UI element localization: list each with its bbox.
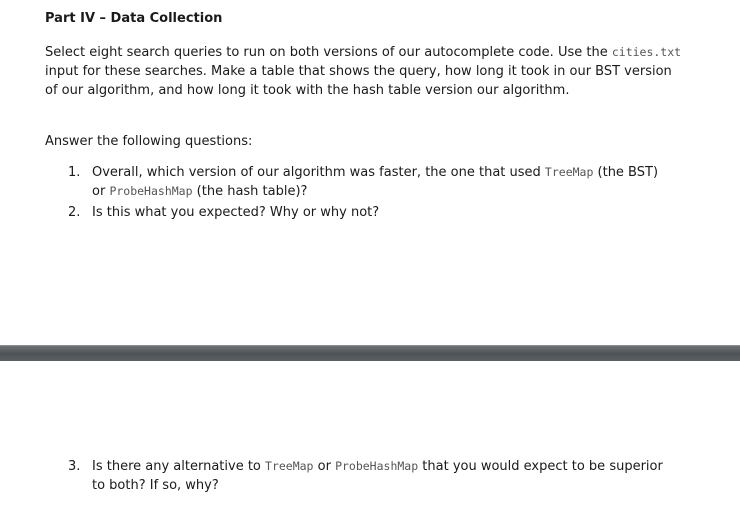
question-1-text-c: (the hash table)? (192, 184, 308, 199)
intro-code-filename: cities.txt (611, 45, 682, 59)
question-list (68, 163, 668, 224)
question-item-3 (68, 457, 668, 495)
question-1-text-a: Overall, which version of our algorithm was faster, the one that used (92, 165, 545, 180)
question-number-2: 2. (68, 205, 81, 220)
question-3-text-c: that you would expect to be superior to both? If so, why? (92, 459, 663, 493)
question-3-text-b: or (313, 459, 336, 474)
question-item-2 (68, 203, 668, 222)
question-item-1 (68, 163, 668, 201)
intro-text-end: input for these searches. Make a table that shows the query, how long it took in our BST version of our algorithm, and how long it took with the hash table version our algorithm. (45, 64, 672, 98)
question-1-code-treemap: TreeMap (544, 165, 594, 179)
question-number-1: 1. (68, 165, 81, 180)
intro-text-start: Select eight search queries to run on both versions of our autocomplete code. Use the (45, 45, 612, 60)
questions-prompt: Answer the following questions: (45, 134, 253, 149)
question-3-code-treemap: TreeMap (265, 459, 314, 473)
question-3-text-a: Is there any alternative to (92, 459, 266, 474)
question-1-code-probehashmap: ProbeHashMap (109, 184, 193, 198)
question-list-continued (68, 457, 668, 497)
question-2-text: Is this what you expected? Why or why not? (92, 205, 380, 220)
page-break-divider (0, 345, 740, 361)
question-3-code-probehashmap: ProbeHashMap (335, 459, 419, 473)
question-1-text-b: (the BST) or (92, 165, 659, 199)
section-heading: Part IV – Data Collection (45, 11, 223, 26)
document-page-bottom (0, 360, 740, 515)
intro-paragraph (45, 43, 685, 100)
question-number-3: 3. (68, 459, 81, 474)
